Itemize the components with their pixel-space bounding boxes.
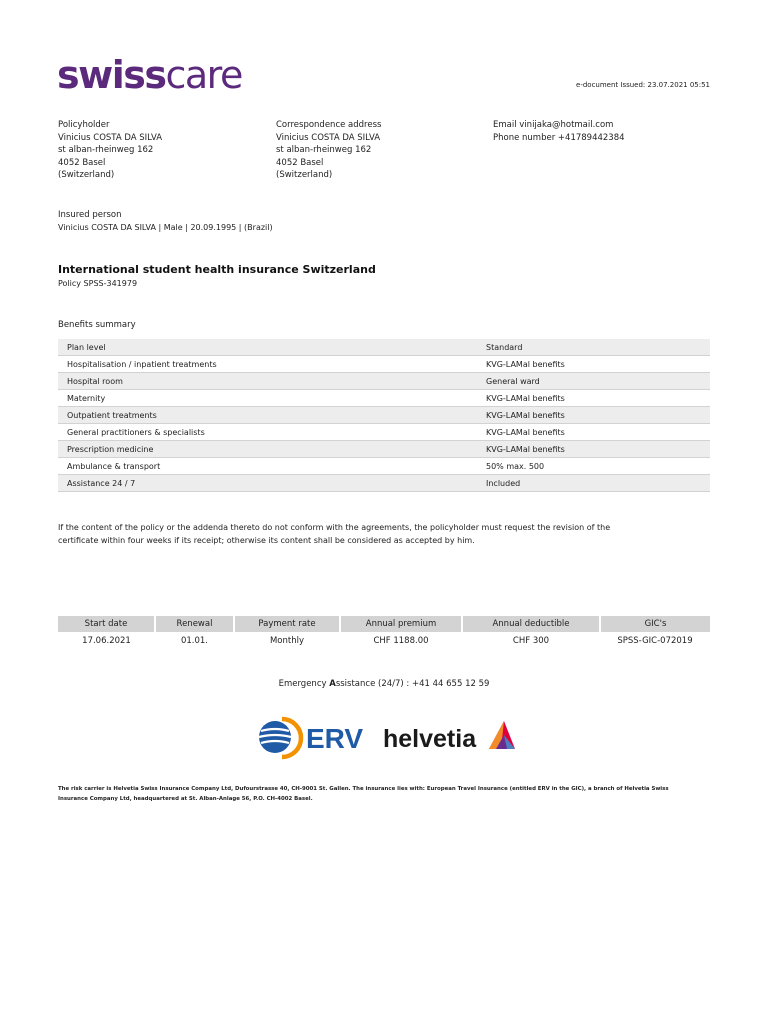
policyholder-country: (Switzerland) [58,170,115,181]
policyholder-street: st alban-rheinweg 162 [58,145,154,156]
payment-rate: Monthly [269,636,305,646]
benefit-value: KVG-LAMal benefits [477,441,710,458]
benefit-value: KVG-LAMal benefits [477,407,710,424]
benefits-title: Benefits summary [58,320,136,330]
insured-block [58,209,273,234]
erv-wordmark: ERV [306,723,364,754]
issued-date: e-document Issued: 23.07.2021 05:51 [576,81,710,89]
legal-footer [58,784,710,804]
benefit-value: Standard [477,339,710,356]
contact-email: Email vinijaka@hotmail.com [493,120,614,130]
correspondence-block [276,119,381,182]
erv-logo [256,716,371,764]
header-start-date: Start date [58,616,155,632]
table-row [58,441,710,458]
helvetia-wordmark: helvetia [383,725,477,753]
table-row [58,458,710,475]
policyholder-city: 4052 Basel [58,157,106,168]
contact-block [493,119,625,144]
swisscare-logo: swisscare [57,53,242,97]
benefit-label: Outpatient treatments [58,407,477,424]
start-date: 17.06.2021 [82,636,131,646]
table-row [58,373,710,390]
header-renewal: Renewal [155,616,234,632]
benefit-label: Prescription medicine [58,441,477,458]
benefit-label: Hospital room [58,373,477,390]
table-row [58,407,710,424]
policyholder-label: Policyholder [58,120,110,130]
contact-phone: Phone number +41789442384 [493,132,625,143]
product-title: International student health insurance Switzerland [58,263,376,276]
benefit-value: General ward [477,373,710,390]
note-line: certificate within four weeks if its receipt; otherwise its content shall be considered as accepted by him. [58,536,475,545]
note-line: If the content of the policy or the addenda thereto do not conform with the agreements, the policyholder must request the revision of the [58,523,611,532]
table-header-row [58,616,710,632]
benefit-value: KVG-LAMal benefits [477,424,710,441]
table-row [58,356,710,373]
revision-note [58,521,698,547]
benefit-label: Assistance 24 / 7 [58,475,477,492]
correspondence-name: Vinicius COSTA DA SILVA [276,132,381,143]
benefit-label: Hospitalisation / inpatient treatments [58,356,477,373]
benefit-value: Included [477,475,710,492]
benefit-label: Plan level [58,339,477,356]
footer-line: Insurance Company Ltd, headquartered at St. Alban-Anlage 56, P.O. CH-4002 Basel. [58,796,313,802]
helvetia-logo [383,718,523,762]
table-row [58,339,710,356]
benefit-label: Maternity [58,390,477,407]
insured-details: Vinicius COSTA DA SILVA | Male | 20.09.1995 | (Brazil) [58,222,273,232]
helvetia-triangle-icon [489,721,515,749]
benefit-value: KVG-LAMal benefits [477,390,710,407]
header-gics: GIC's [600,616,710,632]
benefit-label: General practitioners & specialists [58,424,477,441]
benefits-table [58,339,710,492]
header-annual-deductible: Annual deductible [462,616,600,632]
emergency-assistance: Emergency Assistance (24/7) : +41 44 655 12 59 [278,679,490,689]
header-payment-rate: Payment rate [234,616,340,632]
header-annual-premium: Annual premium [340,616,462,632]
correspondence-country: (Switzerland) [276,170,333,181]
correspondence-street: st alban-rheinweg 162 [276,145,372,156]
annual-deductible: CHF 300 [512,636,550,646]
benefit-value: KVG-LAMal benefits [477,356,710,373]
table-row [58,424,710,441]
correspondence-label: Correspondence address [276,120,382,130]
table-row [58,390,710,407]
benefit-value: 50% max. 500 [477,458,710,475]
benefit-label: Ambulance & transport [58,458,477,475]
gics: SPSS-GIC-072019 [617,636,693,646]
renewal: 01.01. [180,636,209,646]
footer-line: The risk carrier is Helvetia Swiss Insurance Company Ltd, Dufourstrasse 40, CH-9001 St. Gallen. The insurance lies with: European Travel Insurance (entitled ERV in the GIC), a branch of Helvetia Swiss [58,786,669,792]
policyholder-block [58,119,162,182]
table-row [58,475,710,492]
insured-label: Insured person [58,210,122,220]
policy-number: Policy SPSS-341979 [58,279,138,288]
correspondence-city: 4052 Basel [276,157,324,168]
policyholder-name: Vinicius COSTA DA SILVA [58,132,163,143]
annual-premium: CHF 1188.00 [373,636,429,646]
table-row [58,632,710,650]
policy-terms-table [58,616,710,650]
